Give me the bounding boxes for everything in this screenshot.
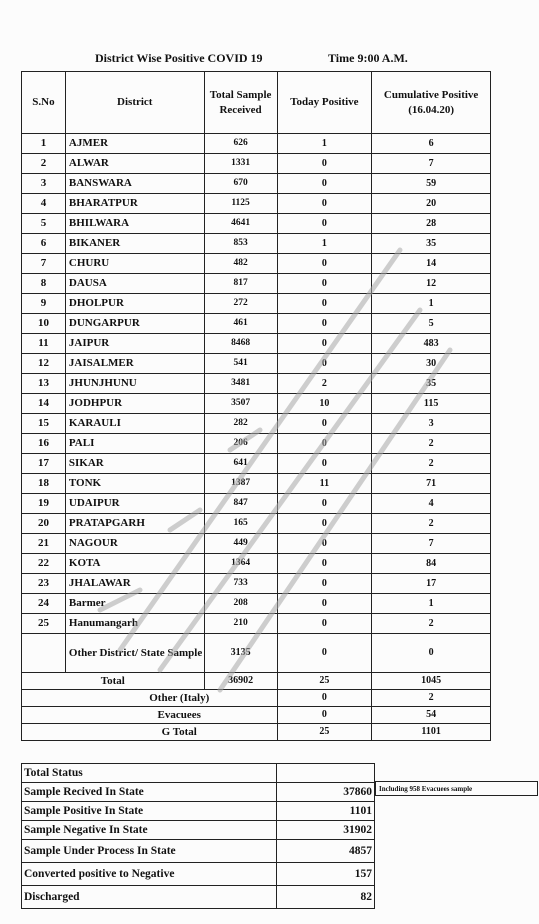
row-today: 0 — [277, 214, 372, 234]
status-row — [22, 783, 375, 802]
row-district: BIKANER — [65, 234, 204, 254]
row-cumulative: 17 — [372, 574, 491, 594]
row-cumulative: 1 — [372, 594, 491, 614]
row-sno: 5 — [22, 214, 66, 234]
row-today: 0 — [277, 614, 372, 634]
status-row — [22, 840, 375, 863]
table-row — [22, 334, 491, 354]
other-italy-row — [22, 690, 491, 707]
status-label: Sample Under Process In State — [22, 840, 277, 863]
row-samples: 8468 — [204, 334, 277, 354]
row-today: 0 — [277, 254, 372, 274]
table-body — [22, 134, 491, 634]
status-table — [21, 763, 375, 909]
table-row — [22, 294, 491, 314]
row-samples: 847 — [204, 494, 277, 514]
total-today: 25 — [277, 673, 372, 690]
status-title: Total Status — [22, 764, 277, 783]
g-total-cumulative: 1101 — [372, 724, 491, 741]
table-row — [22, 594, 491, 614]
table-row — [22, 354, 491, 374]
row-district: DUNGARPUR — [65, 314, 204, 334]
status-label: Sample Positive In State — [22, 802, 277, 821]
table-row — [22, 154, 491, 174]
row-cumulative: 35 — [372, 374, 491, 394]
row-samples: 449 — [204, 534, 277, 554]
other-sno — [22, 634, 66, 673]
row-district: ALWAR — [65, 154, 204, 174]
row-district: BANSWARA — [65, 174, 204, 194]
row-today: 0 — [277, 514, 372, 534]
row-district: JAIPUR — [65, 334, 204, 354]
row-samples: 641 — [204, 454, 277, 474]
evacuees-label: Evacuees — [22, 707, 278, 724]
row-today: 0 — [277, 574, 372, 594]
row-cumulative: 28 — [372, 214, 491, 234]
row-today: 0 — [277, 554, 372, 574]
status-value: 1101 — [276, 802, 374, 821]
total-cumulative: 1045 — [372, 673, 491, 690]
row-cumulative: 115 — [372, 394, 491, 414]
row-sno: 2 — [22, 154, 66, 174]
row-cumulative: 7 — [372, 534, 491, 554]
table-row — [22, 134, 491, 154]
total-samples: 36902 — [204, 673, 277, 690]
row-samples: 210 — [204, 614, 277, 634]
row-sno: 16 — [22, 434, 66, 454]
status-row — [22, 802, 375, 821]
col-samples: Total Sample Received — [204, 72, 277, 134]
table-row — [22, 454, 491, 474]
table-row — [22, 214, 491, 234]
status-label: Sample Negative In State — [22, 821, 277, 840]
status-label: Discharged — [22, 886, 277, 909]
row-district: PALI — [65, 434, 204, 454]
evacuees-today: 0 — [277, 707, 372, 724]
row-district: JAISALMER — [65, 354, 204, 374]
total-row — [22, 673, 491, 690]
row-sno: 10 — [22, 314, 66, 334]
status-row — [22, 886, 375, 909]
row-samples: 1364 — [204, 554, 277, 574]
row-today: 0 — [277, 434, 372, 454]
other-italy-cumulative: 2 — [372, 690, 491, 707]
row-samples: 817 — [204, 274, 277, 294]
row-sno: 24 — [22, 594, 66, 614]
status-row — [22, 821, 375, 840]
table-row — [22, 574, 491, 594]
table-row — [22, 194, 491, 214]
g-total-label: G Total — [22, 724, 278, 741]
evacuees-row — [22, 707, 491, 724]
row-samples: 733 — [204, 574, 277, 594]
row-today: 1 — [277, 134, 372, 154]
row-samples: 1125 — [204, 194, 277, 214]
row-sno: 22 — [22, 554, 66, 574]
row-samples: 272 — [204, 294, 277, 314]
row-sno: 8 — [22, 274, 66, 294]
row-cumulative: 483 — [372, 334, 491, 354]
row-district: PRATAPGARH — [65, 514, 204, 534]
row-samples: 3507 — [204, 394, 277, 414]
row-today: 0 — [277, 294, 372, 314]
report-header — [0, 49, 539, 69]
row-today: 0 — [277, 194, 372, 214]
row-today: 10 — [277, 394, 372, 414]
row-sno: 17 — [22, 454, 66, 474]
row-samples: 165 — [204, 514, 277, 534]
row-samples: 4641 — [204, 214, 277, 234]
row-district: AJMER — [65, 134, 204, 154]
status-row — [22, 863, 375, 886]
row-sno: 15 — [22, 414, 66, 434]
row-sno: 21 — [22, 534, 66, 554]
row-today: 11 — [277, 474, 372, 494]
row-district: JODHPUR — [65, 394, 204, 414]
row-sno: 18 — [22, 474, 66, 494]
status-label: Sample Recived In State — [22, 783, 277, 802]
status-value: 4857 — [276, 840, 374, 863]
row-district: KARAULI — [65, 414, 204, 434]
row-cumulative: 2 — [372, 514, 491, 534]
row-cumulative: 71 — [372, 474, 491, 494]
table-row — [22, 414, 491, 434]
row-samples: 208 — [204, 594, 277, 614]
row-today: 1 — [277, 234, 372, 254]
table-header-row — [22, 72, 491, 134]
row-cumulative: 2 — [372, 434, 491, 454]
table-row — [22, 274, 491, 294]
table-row — [22, 234, 491, 254]
table-row — [22, 554, 491, 574]
table-row — [22, 614, 491, 634]
table-row — [22, 494, 491, 514]
table-row — [22, 254, 491, 274]
row-district: BHARATPUR — [65, 194, 204, 214]
other-italy-label: Other (Italy) — [22, 690, 278, 707]
row-district: CHURU — [65, 254, 204, 274]
other-district-label: Other District/ State Sample — [65, 634, 204, 673]
row-cumulative: 6 — [372, 134, 491, 154]
row-cumulative: 84 — [372, 554, 491, 574]
evacuees-note: Including 958 Evacuees sample — [375, 781, 538, 796]
row-today: 0 — [277, 274, 372, 294]
row-sno: 3 — [22, 174, 66, 194]
row-today: 0 — [277, 154, 372, 174]
g-total-today: 25 — [277, 724, 372, 741]
row-today: 0 — [277, 314, 372, 334]
row-samples: 282 — [204, 414, 277, 434]
row-cumulative: 4 — [372, 494, 491, 514]
status-label: Converted positive to Negative — [22, 863, 277, 886]
row-district: TONK — [65, 474, 204, 494]
row-today: 0 — [277, 174, 372, 194]
table-row — [22, 474, 491, 494]
col-district: District — [65, 72, 204, 134]
row-cumulative: 2 — [372, 614, 491, 634]
row-sno: 20 — [22, 514, 66, 534]
row-district: Barmer — [65, 594, 204, 614]
col-cumulative: Cumulative Positive (16.04.20) — [372, 72, 491, 134]
col-sno: S.No — [22, 72, 66, 134]
col-today: Today Positive — [277, 72, 372, 134]
row-cumulative: 35 — [372, 234, 491, 254]
row-today: 0 — [277, 594, 372, 614]
status-title-row — [22, 764, 375, 783]
total-label: Total — [22, 673, 205, 690]
row-district: BHILWARA — [65, 214, 204, 234]
row-sno: 11 — [22, 334, 66, 354]
status-value: 157 — [276, 863, 374, 886]
table-row — [22, 534, 491, 554]
row-district: Hanumangarh — [65, 614, 204, 634]
row-sno: 14 — [22, 394, 66, 414]
row-samples: 1387 — [204, 474, 277, 494]
table-row — [22, 314, 491, 334]
district-table — [21, 71, 491, 741]
report-title: District Wise Positive COVID 19 — [95, 51, 263, 65]
row-sno: 23 — [22, 574, 66, 594]
status-value: 37860 — [276, 783, 374, 802]
status-title-blank — [276, 764, 374, 783]
row-district: JHUNJHUNU — [65, 374, 204, 394]
row-cumulative: 5 — [372, 314, 491, 334]
row-cumulative: 3 — [372, 414, 491, 434]
row-samples: 541 — [204, 354, 277, 374]
row-district: DAUSA — [65, 274, 204, 294]
row-samples: 482 — [204, 254, 277, 274]
row-cumulative: 7 — [372, 154, 491, 174]
row-cumulative: 14 — [372, 254, 491, 274]
row-samples: 626 — [204, 134, 277, 154]
row-sno: 6 — [22, 234, 66, 254]
row-sno: 1 — [22, 134, 66, 154]
status-value: 82 — [276, 886, 374, 909]
row-today: 0 — [277, 454, 372, 474]
row-sno: 7 — [22, 254, 66, 274]
table-row — [22, 394, 491, 414]
row-district: KOTA — [65, 554, 204, 574]
row-samples: 461 — [204, 314, 277, 334]
status-value: 31902 — [276, 821, 374, 840]
row-district: UDAIPUR — [65, 494, 204, 514]
table-row — [22, 374, 491, 394]
row-sno: 9 — [22, 294, 66, 314]
table-row — [22, 174, 491, 194]
g-total-row — [22, 724, 491, 741]
row-today: 2 — [277, 374, 372, 394]
other-district-row — [22, 634, 491, 673]
row-sno: 12 — [22, 354, 66, 374]
row-cumulative: 12 — [372, 274, 491, 294]
row-sno: 4 — [22, 194, 66, 214]
other-italy-today: 0 — [277, 690, 372, 707]
row-district: NAGOUR — [65, 534, 204, 554]
row-sno: 25 — [22, 614, 66, 634]
other-cumulative: 0 — [372, 634, 491, 673]
row-cumulative: 2 — [372, 454, 491, 474]
table-row — [22, 514, 491, 534]
report-time: Time 9:00 A.M. — [328, 51, 408, 65]
row-samples: 670 — [204, 174, 277, 194]
row-cumulative: 30 — [372, 354, 491, 374]
row-sno: 19 — [22, 494, 66, 514]
row-today: 0 — [277, 334, 372, 354]
row-district: JHALAWAR — [65, 574, 204, 594]
row-today: 0 — [277, 534, 372, 554]
row-cumulative: 1 — [372, 294, 491, 314]
row-samples: 3481 — [204, 374, 277, 394]
row-samples: 1331 — [204, 154, 277, 174]
row-today: 0 — [277, 354, 372, 374]
row-cumulative: 20 — [372, 194, 491, 214]
other-samples: 3135 — [204, 634, 277, 673]
table-row — [22, 434, 491, 454]
row-samples: 206 — [204, 434, 277, 454]
row-district: DHOLPUR — [65, 294, 204, 314]
other-today: 0 — [277, 634, 372, 673]
row-today: 0 — [277, 494, 372, 514]
row-samples: 853 — [204, 234, 277, 254]
evacuees-cumulative: 54 — [372, 707, 491, 724]
row-cumulative: 59 — [372, 174, 491, 194]
row-today: 0 — [277, 414, 372, 434]
row-district: SIKAR — [65, 454, 204, 474]
row-sno: 13 — [22, 374, 66, 394]
